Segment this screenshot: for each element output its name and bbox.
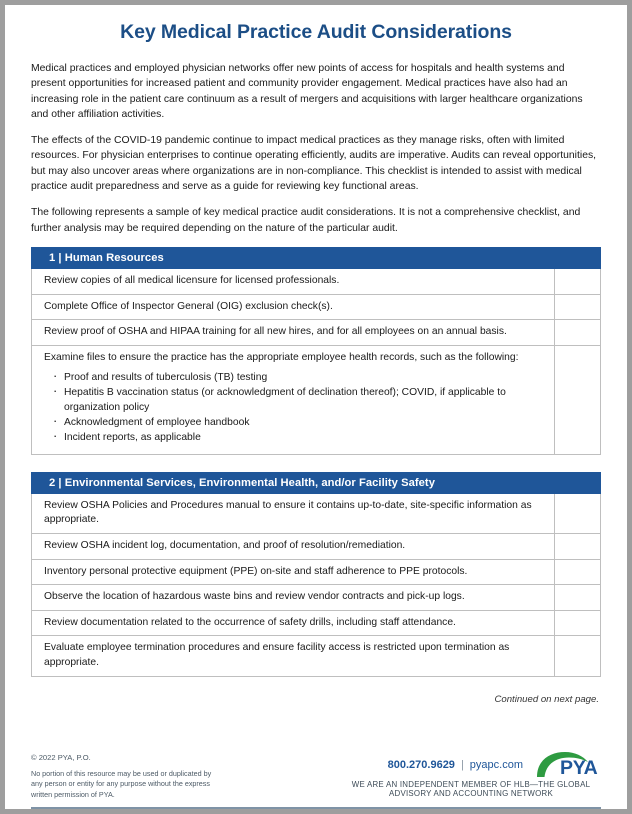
list-item: · Proof and results of tuberculosis (TB) testing bbox=[44, 371, 546, 386]
checklist-item-text: Observe the location of hazardous waste bins and review vendor contracts and pick-up logs. bbox=[32, 585, 555, 611]
checkbox-cell[interactable] bbox=[555, 636, 601, 676]
permission-statement: No portion of this resource may be used or duplicated by any person or entity for any purpose without the express written permission of PYA. bbox=[31, 768, 212, 799]
checkbox-cell[interactable] bbox=[555, 534, 601, 560]
contact-block bbox=[221, 751, 601, 800]
checklist-sub-bullets bbox=[44, 371, 546, 445]
checkbox-cell[interactable] bbox=[555, 345, 601, 454]
checkbox-cell[interactable] bbox=[555, 320, 601, 346]
copyright-block bbox=[31, 753, 221, 801]
page-content bbox=[5, 21, 627, 809]
page-title: Key Medical Practice Audit Considerations bbox=[120, 21, 512, 43]
section-header-environmental-services: 2 | Environmental Services, Environmental Health, and/or Facility Safety bbox=[31, 472, 601, 494]
list-item: · Hepatitis B vaccination status (or acknowledgment of declination thereof); COVID, if applicable to organization policy bbox=[44, 386, 546, 415]
checkbox-cell[interactable] bbox=[555, 610, 601, 636]
checkbox-cell[interactable] bbox=[555, 294, 601, 320]
table-row bbox=[32, 494, 601, 534]
footer-row bbox=[31, 751, 601, 800]
checklist-item-text: Review copies of all medical licensure for licensed professionals. bbox=[32, 269, 555, 294]
website-link[interactable]: pyapc.com bbox=[469, 758, 523, 771]
phone-number[interactable]: 800.270.9629 bbox=[387, 758, 455, 771]
checklist-item-text: Review OSHA incident log, documentation, and proof of resolution/remediation. bbox=[32, 534, 555, 560]
checklist-item-text: Review documentation related to the occurrence of safety drills, including staff attendance. bbox=[32, 610, 555, 636]
intro-paragraph-1: Medical practices and employed physician networks offer new points of access for hospitals and health systems and present opportunities for increased patient and community provider engagement. Medical practices have also had an increasing role in the patient care continuum as a result of mergers and acquisitions with larger healthcare organizations and other affiliation activities. bbox=[31, 63, 583, 120]
checklist-item-text: Complete Office of Inspector General (OIG) exclusion check(s). bbox=[32, 294, 555, 320]
checkbox-cell[interactable] bbox=[555, 585, 601, 611]
hlb-member-statement: WE ARE AN INDEPENDENT MEMBER OF HLB—THE GLOBAL ADVISORY AND ACCOUNTING NETWORK bbox=[351, 780, 591, 799]
intro-paragraph-2: The effects of the COVID-19 pandemic continue to impact medical practices as they manage risks, often with limited resources. For physician enterprises to continue operating efficiently, audits are imperative. Audits can reveal opportunities, but may also uncover areas where organizations are in non-compliance. This checklist is intended to assist with medical practice audit preparedness and serve as a guide for reviewing key functional areas. bbox=[31, 135, 597, 193]
section-header-human-resources: 1 | Human Resources bbox=[31, 247, 601, 269]
footer-divider bbox=[31, 807, 601, 809]
checkbox-cell[interactable] bbox=[555, 559, 601, 585]
table-row bbox=[32, 345, 601, 454]
intro-paragraph-3: The following represents a sample of key medical practice audit considerations. It is not a comprehensive checklist, and further analysis may be required depending on the nature of the particular audit. bbox=[31, 207, 581, 234]
checklist-section-2 bbox=[31, 472, 601, 677]
table-row bbox=[32, 534, 601, 560]
checklist-item-with-bullets bbox=[32, 345, 555, 454]
svg-text:PYA: PYA bbox=[560, 757, 598, 779]
table-row bbox=[32, 585, 601, 611]
table-row bbox=[32, 320, 601, 346]
table-row bbox=[32, 559, 601, 585]
list-item: · Incident reports, as applicable bbox=[44, 431, 546, 446]
table-row bbox=[32, 636, 601, 676]
checklist-item-text: Review proof of OSHA and HIPAA training for all new hires, and for all employees on an annual basis. bbox=[32, 320, 555, 346]
checklist-item-text: Inventory personal protective equipment (PPE) on-site and staff adherence to PPE protocols. bbox=[32, 559, 555, 585]
checkbox-cell[interactable] bbox=[555, 494, 601, 534]
copyright-notice: © 2022 PYA, P.O. bbox=[31, 752, 91, 762]
checklist-table-1 bbox=[31, 269, 601, 455]
checklist-item-text: Evaluate employee termination procedures and ensure facility access is restricted upon termination as appropriate. bbox=[32, 636, 555, 676]
checklist-section-1 bbox=[31, 247, 601, 455]
checklist-item-text: Examine files to ensure the practice has the appropriate employee health records, such as the following: bbox=[44, 351, 519, 363]
checklist-table-2 bbox=[31, 494, 601, 677]
pya-logo bbox=[535, 751, 601, 778]
table-row bbox=[32, 294, 601, 320]
list-item: · Acknowledgment of employee handbook bbox=[44, 416, 546, 431]
document-page bbox=[5, 5, 627, 809]
contact-line bbox=[221, 751, 601, 778]
table-row bbox=[32, 269, 601, 294]
contact-separator: | bbox=[460, 758, 464, 771]
page-footer bbox=[31, 751, 601, 809]
checklist-item-text: Review OSHA Policies and Procedures manual to ensure it contains up-to-date, site-specific information as appropriate. bbox=[32, 494, 555, 534]
checkbox-cell[interactable] bbox=[555, 269, 601, 294]
table-row bbox=[32, 610, 601, 636]
continued-on-next-page-note: Continued on next page. bbox=[494, 693, 599, 705]
